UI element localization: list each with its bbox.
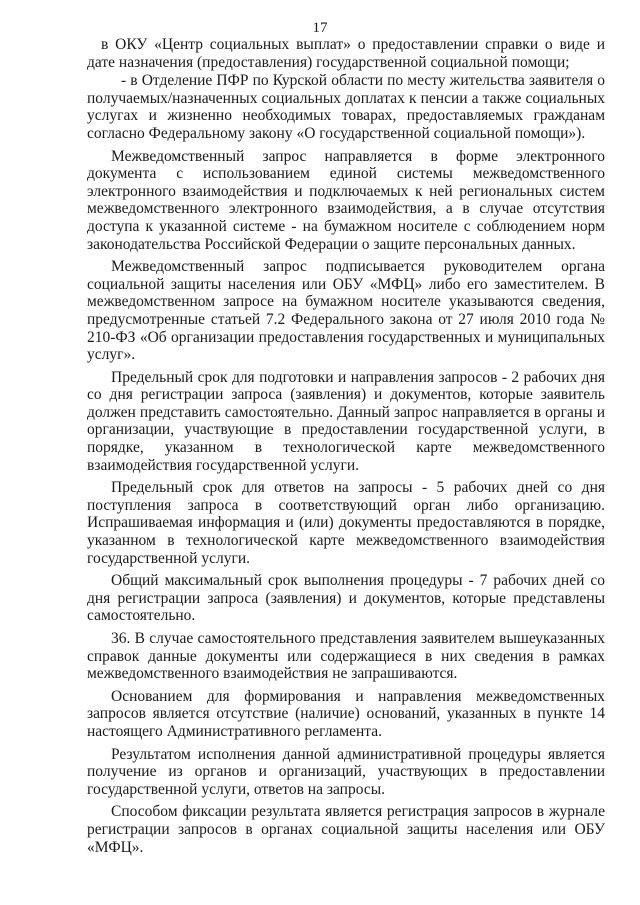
document-body bbox=[87, 36, 605, 861]
paragraph-result: Результатом исполнения данной административной процедуры является получение из органов и организаций, участвующих в предоставлении государственной услуги, ответов на запросы. bbox=[87, 745, 605, 798]
paragraph-request-signing: Межведомственный запрос подписывается руководителем органа социальной защиты населения или ОБУ «МФЦ» либо его заместителем. В межведомственном запросе на бумажном носителе указываются сведения, предусмотренные статьей 7.2 Федерального закона от 27 июля 2010 года № 210-ФЗ «Об организации предоставления государственных и муниципальных услуг». bbox=[87, 258, 605, 364]
page-number: 17 bbox=[312, 20, 328, 36]
paragraph-okuc-request: в ОКУ «Центр социальных выплат» о предоставлении справки о виде и дате назначения (предоставления) государственной социальной помощи; bbox=[87, 36, 605, 71]
paragraph-item-36: 36. В случае самостоятельного представления заявителем вышеуказанных справок данные документы или содержащиеся в них сведения в рамках межведомственного взаимодействия не запрашиваются. bbox=[87, 630, 605, 683]
paragraph-total-deadline: Общий максимальный срок выполнения процедуры - 7 рабочих дней со дня регистрации запроса (заявления) и документов, которые представлены самостоятельно. bbox=[87, 572, 605, 625]
paragraph-basis: Основанием для формирования и направления межведомственных запросов является отсутствие (наличие) оснований, указанных в пункте 14 настоящего Административного регламента. bbox=[87, 687, 605, 740]
paragraph-preparation-deadline: Предельный срок для подготовки и направления запросов - 2 рабочих дня со дня регистрации запроса (заявления) и документов, которые заявитель должен представить самостоятельно. Данный запрос направляется в органы и организации, участвующие в предоставлении государственной услуги, в порядке, указанном в технологической карте межведомственного взаимодействия государственной услуги. bbox=[87, 368, 605, 474]
paragraph-fixation: Способом фиксации результата является регистрация запросов в журнале регистрации запросов в органах социальной защиты населения или ОБУ «МФЦ». bbox=[87, 803, 605, 856]
paragraph-response-deadline: Предельный срок для ответов на запросы - 5 рабочих дней со дня поступления запроса в соответствующий орган либо организацию. Испрашиваемая информация и (или) документы предоставляются в порядке, указанном в технологической карте межведомственного взаимодействия государственной услуги. bbox=[87, 479, 605, 567]
paragraph-pfr-request: - в Отделение ПФР по Курской области по месту жительства заявителя о получаемых/назначенных социальных доплатах к пенсии а также социальных услугах и жизненно необходимых товарах, предоставляемых гражданам согласно Федеральному закону «О государственной социальной помощи»). bbox=[87, 72, 605, 142]
paragraph-electronic-request: Межведомственный запрос направляется в форме электронного документа с использованием единой системы межведомственного электронного взаимодействия и подключаемых к ней региональных систем межведомственного электронного взаимодействия, а в случае отсутствия доступа к указанной системе - на бумажном носителе с соблюдением норм законодательства Российской Федерации о защите персональных данных. bbox=[87, 147, 605, 253]
